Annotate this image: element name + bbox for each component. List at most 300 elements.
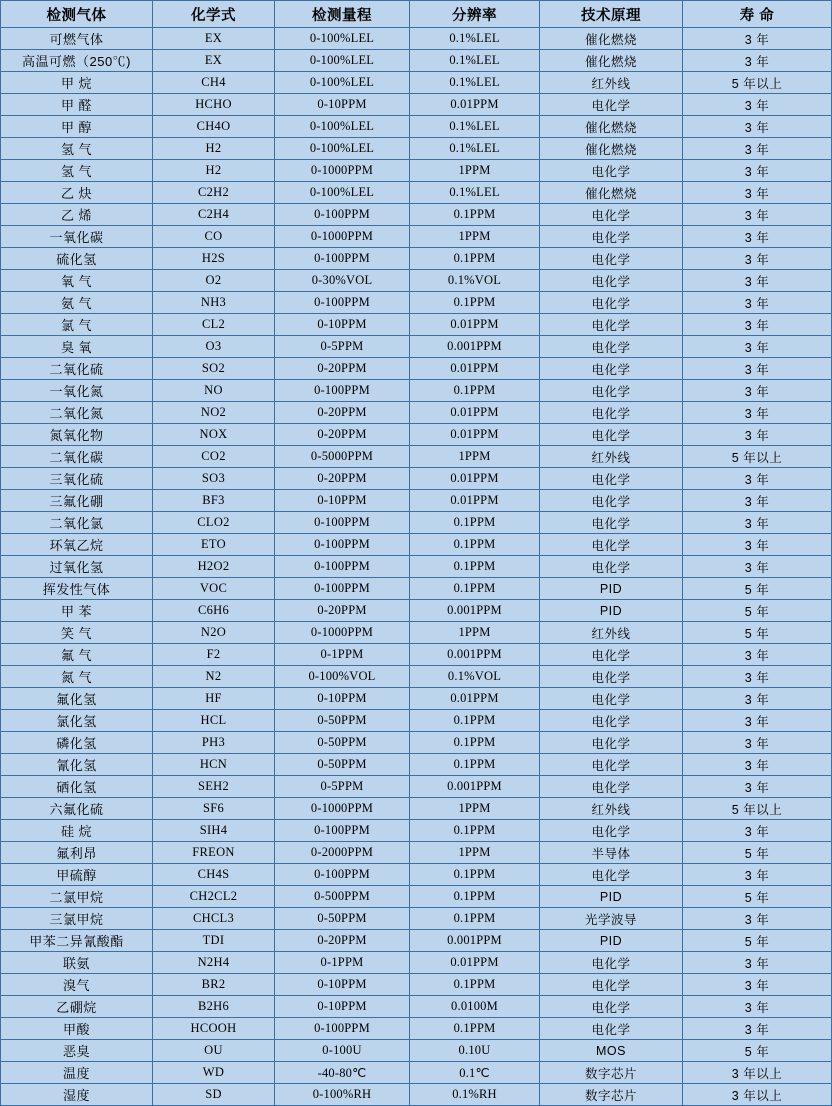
cell-range: 0-1PPM [275,952,410,974]
cell-life: 5 年 [683,842,832,864]
cell-life: 3 年 [683,754,832,776]
cell-principle: 电化学 [540,864,683,886]
cell-gas-name: 氢 气 [1,160,153,182]
cell-principle: 电化学 [540,974,683,996]
table-row [1,974,832,996]
cell-range: 0-30%VOL [275,270,410,292]
cell-formula: H2S [153,248,275,270]
cell-resolution: 0.01PPM [410,952,540,974]
cell-life: 3 年以上 [683,1084,832,1106]
cell-formula: HCN [153,754,275,776]
cell-formula: SD [153,1084,275,1106]
cell-range: 0-100PPM [275,204,410,226]
cell-resolution: 0.1PPM [410,754,540,776]
cell-gas-name: 联氨 [1,952,153,974]
cell-principle: PID [540,578,683,600]
table-header-row [1,1,832,28]
cell-formula: C6H6 [153,600,275,622]
table-row [1,336,832,358]
cell-formula: ETO [153,534,275,556]
cell-range: -40-80℃ [275,1062,410,1084]
cell-range: 0-2000PPM [275,842,410,864]
cell-formula: SO3 [153,468,275,490]
cell-range: 0-10PPM [275,688,410,710]
cell-life: 3 年 [683,732,832,754]
cell-resolution: 0.1PPM [410,820,540,842]
table-row [1,468,832,490]
cell-formula: SIH4 [153,820,275,842]
cell-life: 3 年 [683,666,832,688]
cell-formula: EX [153,28,275,50]
cell-gas-name: 硒化氢 [1,776,153,798]
cell-life: 3 年 [683,952,832,974]
cell-life: 3 年 [683,226,832,248]
table-row [1,380,832,402]
cell-range: 0-50PPM [275,908,410,930]
cell-principle: 电化学 [540,512,683,534]
cell-principle: 电化学 [540,666,683,688]
table-row [1,446,832,468]
cell-life: 3 年 [683,556,832,578]
cell-resolution: 0.1PPM [410,534,540,556]
cell-life: 3 年 [683,644,832,666]
cell-gas-name: 甲 醇 [1,116,153,138]
cell-formula: HCL [153,710,275,732]
cell-resolution: 0.1%LEL [410,72,540,94]
cell-resolution: 0.1PPM [410,578,540,600]
cell-resolution: 0.1PPM [410,380,540,402]
cell-gas-name: 甲 烷 [1,72,153,94]
cell-formula: SF6 [153,798,275,820]
cell-gas-name: 可燃气体 [1,28,153,50]
table-row [1,248,832,270]
cell-resolution: 0.10U [410,1040,540,1062]
cell-range: 0-100%LEL [275,182,410,204]
cell-principle: 电化学 [540,534,683,556]
cell-gas-name: 氯化氢 [1,710,153,732]
cell-range: 0-1000PPM [275,622,410,644]
cell-range: 0-100PPM [275,820,410,842]
cell-gas-name: 氟利昂 [1,842,153,864]
cell-life: 3 年 [683,292,832,314]
cell-range: 0-1PPM [275,644,410,666]
cell-formula: C2H2 [153,182,275,204]
cell-resolution: 0.1%LEL [410,116,540,138]
cell-formula: BR2 [153,974,275,996]
table-row [1,820,832,842]
cell-gas-name: 乙 炔 [1,182,153,204]
cell-gas-name: 环氧乙烷 [1,534,153,556]
cell-range: 0-1000PPM [275,160,410,182]
cell-life: 3 年 [683,50,832,72]
table-row [1,996,832,1018]
cell-principle: 电化学 [540,226,683,248]
cell-life: 3 年以上 [683,1062,832,1084]
cell-principle: 电化学 [540,380,683,402]
cell-principle: 电化学 [540,996,683,1018]
cell-gas-name: 氧 气 [1,270,153,292]
cell-gas-name: 二氧化硫 [1,358,153,380]
cell-principle: 电化学 [540,248,683,270]
table-row [1,226,832,248]
cell-range: 0-50PPM [275,732,410,754]
cell-gas-name: 溴气 [1,974,153,996]
cell-formula: EX [153,50,275,72]
table-row [1,138,832,160]
cell-life: 3 年 [683,534,832,556]
table-row [1,798,832,820]
table-row [1,666,832,688]
cell-resolution: 0.01PPM [410,424,540,446]
cell-resolution: 0.1PPM [410,974,540,996]
cell-formula: NO2 [153,402,275,424]
cell-resolution: 0.1PPM [410,512,540,534]
cell-formula: H2O2 [153,556,275,578]
cell-resolution: 0.1PPM [410,292,540,314]
table-row [1,622,832,644]
cell-principle: 电化学 [540,1018,683,1040]
cell-gas-name: 甲 醛 [1,94,153,116]
cell-formula: OU [153,1040,275,1062]
column-header-principle: 技术原理 [540,1,683,28]
cell-range: 0-100PPM [275,534,410,556]
cell-gas-name: 甲苯二异氰酸酯 [1,930,153,952]
cell-principle: 催化燃烧 [540,138,683,160]
cell-principle: 红外线 [540,446,683,468]
cell-resolution: 1PPM [410,842,540,864]
cell-principle: 电化学 [540,490,683,512]
table-row [1,402,832,424]
cell-principle: PID [540,886,683,908]
cell-principle: 电化学 [540,468,683,490]
cell-range: 0-100PPM [275,578,410,600]
column-header-range: 检测量程 [275,1,410,28]
cell-resolution: 0.001PPM [410,336,540,358]
cell-range: 0-20PPM [275,402,410,424]
cell-resolution: 0.1%VOL [410,666,540,688]
cell-life: 3 年 [683,138,832,160]
table-row [1,358,832,380]
cell-principle: 电化学 [540,204,683,226]
table-row [1,72,832,94]
cell-life: 3 年 [683,1018,832,1040]
cell-life: 3 年 [683,776,832,798]
cell-range: 0-100%LEL [275,50,410,72]
cell-range: 0-100U [275,1040,410,1062]
cell-principle: 电化学 [540,952,683,974]
cell-gas-name: 氟化氢 [1,688,153,710]
cell-range: 0-10PPM [275,314,410,336]
cell-range: 0-50PPM [275,754,410,776]
cell-formula: CH4S [153,864,275,886]
cell-principle: 催化燃烧 [540,28,683,50]
cell-resolution: 0.1PPM [410,1018,540,1040]
column-header-life: 寿 命 [683,1,832,28]
table-row [1,688,832,710]
table-row [1,116,832,138]
cell-life: 3 年 [683,864,832,886]
cell-principle: 电化学 [540,358,683,380]
cell-formula: B2H6 [153,996,275,1018]
table-row [1,1084,832,1106]
cell-life: 5 年 [683,600,832,622]
cell-resolution: 0.0100M [410,996,540,1018]
cell-principle: 电化学 [540,644,683,666]
cell-gas-name: 恶臭 [1,1040,153,1062]
cell-principle: 光学波导 [540,908,683,930]
cell-gas-name: 二氧化氯 [1,512,153,534]
cell-principle: 电化学 [540,292,683,314]
cell-life: 3 年 [683,468,832,490]
cell-range: 0-100PPM [275,380,410,402]
cell-formula: FREON [153,842,275,864]
cell-principle: 电化学 [540,160,683,182]
cell-range: 0-1000PPM [275,226,410,248]
cell-gas-name: 氰化氢 [1,754,153,776]
cell-principle: 电化学 [540,314,683,336]
cell-principle: 电化学 [540,732,683,754]
cell-formula: HCOOH [153,1018,275,1040]
cell-life: 3 年 [683,512,832,534]
table-header [1,1,832,28]
cell-resolution: 0.1%LEL [410,138,540,160]
cell-gas-name: 乙 烯 [1,204,153,226]
table-row [1,864,832,886]
table-row [1,512,832,534]
cell-formula: C2H4 [153,204,275,226]
cell-resolution: 0.1%LEL [410,50,540,72]
cell-gas-name: 三氯甲烷 [1,908,153,930]
cell-life: 3 年 [683,380,832,402]
cell-formula: BF3 [153,490,275,512]
cell-gas-name: 温度 [1,1062,153,1084]
cell-resolution: 1PPM [410,622,540,644]
cell-principle: 催化燃烧 [540,50,683,72]
cell-resolution: 0.01PPM [410,688,540,710]
cell-gas-name: 一氧化氮 [1,380,153,402]
cell-resolution: 0.1PPM [410,710,540,732]
cell-gas-name: 三氟化硼 [1,490,153,512]
cell-formula: NH3 [153,292,275,314]
cell-gas-name: 二氧化碳 [1,446,153,468]
cell-resolution: 0.1PPM [410,908,540,930]
cell-formula: CLO2 [153,512,275,534]
cell-life: 3 年 [683,688,832,710]
cell-gas-name: 硅 烷 [1,820,153,842]
cell-resolution: 0.1PPM [410,556,540,578]
cell-life: 3 年 [683,820,832,842]
table-row [1,94,832,116]
cell-life: 5 年 [683,930,832,952]
cell-life: 3 年 [683,974,832,996]
table-row [1,50,832,72]
cell-formula: N2O [153,622,275,644]
cell-formula: WD [153,1062,275,1084]
table-row [1,710,832,732]
cell-gas-name: 氟 气 [1,644,153,666]
cell-principle: 电化学 [540,710,683,732]
cell-formula: NOX [153,424,275,446]
cell-resolution: 0.1%VOL [410,270,540,292]
cell-formula: HF [153,688,275,710]
cell-resolution: 0.1PPM [410,886,540,908]
cell-gas-name: 氯 气 [1,314,153,336]
column-header-formula: 化学式 [153,1,275,28]
cell-gas-name: 一氧化碳 [1,226,153,248]
cell-range: 0-100PPM [275,292,410,314]
cell-life: 5 年 [683,578,832,600]
cell-formula: PH3 [153,732,275,754]
cell-principle: 电化学 [540,94,683,116]
table-row [1,1062,832,1084]
table-row [1,930,832,952]
cell-resolution: 0.01PPM [410,314,540,336]
cell-range: 0-20PPM [275,468,410,490]
table-row [1,490,832,512]
cell-range: 0-100%VOL [275,666,410,688]
cell-formula: NO [153,380,275,402]
cell-life: 3 年 [683,182,832,204]
cell-range: 0-100%RH [275,1084,410,1106]
cell-life: 5 年 [683,622,832,644]
table-body [1,28,832,1106]
cell-principle: 电化学 [540,776,683,798]
cell-resolution: 0.1%LEL [410,182,540,204]
cell-formula: F2 [153,644,275,666]
cell-resolution: 0.01PPM [410,94,540,116]
cell-principle: PID [540,930,683,952]
cell-principle: PID [540,600,683,622]
cell-life: 3 年 [683,336,832,358]
cell-formula: HCHO [153,94,275,116]
table-row [1,754,832,776]
table-row [1,424,832,446]
cell-formula: CHCL3 [153,908,275,930]
cell-life: 3 年 [683,424,832,446]
cell-resolution: 0.01PPM [410,468,540,490]
cell-gas-name: 六氟化硫 [1,798,153,820]
cell-life: 3 年 [683,908,832,930]
table-row [1,270,832,292]
cell-range: 0-20PPM [275,600,410,622]
cell-principle: 催化燃烧 [540,182,683,204]
cell-principle: 电化学 [540,556,683,578]
table-row [1,578,832,600]
cell-range: 0-20PPM [275,930,410,952]
cell-range: 0-20PPM [275,358,410,380]
cell-gas-name: 甲 苯 [1,600,153,622]
cell-range: 0-50PPM [275,710,410,732]
cell-gas-name: 磷化氢 [1,732,153,754]
cell-gas-name: 湿度 [1,1084,153,1106]
cell-range: 0-500PPM [275,886,410,908]
cell-life: 3 年 [683,710,832,732]
cell-principle: 数字芯片 [540,1062,683,1084]
cell-resolution: 0.01PPM [410,358,540,380]
cell-formula: N2 [153,666,275,688]
cell-range: 0-100%LEL [275,116,410,138]
table-row [1,204,832,226]
cell-life: 3 年 [683,996,832,1018]
cell-resolution: 1PPM [410,798,540,820]
cell-formula: H2 [153,160,275,182]
cell-range: 0-100%LEL [275,72,410,94]
cell-life: 3 年 [683,204,832,226]
cell-resolution: 1PPM [410,226,540,248]
cell-range: 0-5PPM [275,336,410,358]
cell-principle: 半导体 [540,842,683,864]
table-row [1,952,832,974]
cell-life: 5 年 [683,1040,832,1062]
table-row [1,1040,832,1062]
cell-gas-name: 高温可燃（250℃) [1,50,153,72]
table-row [1,556,832,578]
cell-range: 0-20PPM [275,424,410,446]
table-row [1,776,832,798]
cell-range: 0-100PPM [275,556,410,578]
cell-resolution: 0.1℃ [410,1062,540,1084]
cell-gas-name: 氨 气 [1,292,153,314]
cell-resolution: 0.1%LEL [410,28,540,50]
table-row [1,600,832,622]
cell-formula: N2H4 [153,952,275,974]
table-row [1,1018,832,1040]
cell-range: 0-1000PPM [275,798,410,820]
cell-range: 0-100%LEL [275,138,410,160]
table-row [1,182,832,204]
cell-gas-name: 笑 气 [1,622,153,644]
cell-gas-name: 挥发性气体 [1,578,153,600]
table-row [1,644,832,666]
cell-gas-name: 过氧化氢 [1,556,153,578]
cell-range: 0-100PPM [275,1018,410,1040]
cell-range: 0-10PPM [275,996,410,1018]
cell-resolution: 0.001PPM [410,776,540,798]
cell-life: 5 年以上 [683,446,832,468]
cell-life: 5 年以上 [683,72,832,94]
cell-formula: TDI [153,930,275,952]
cell-life: 5 年 [683,886,832,908]
table-row [1,842,832,864]
cell-gas-name: 乙硼烷 [1,996,153,1018]
cell-life: 3 年 [683,248,832,270]
cell-range: 0-100PPM [275,864,410,886]
cell-principle: 电化学 [540,820,683,842]
cell-gas-name: 二氧化氮 [1,402,153,424]
cell-formula: SO2 [153,358,275,380]
cell-principle: 电化学 [540,402,683,424]
cell-gas-name: 三氧化硫 [1,468,153,490]
cell-formula: CH4 [153,72,275,94]
cell-gas-name: 氮氧化物 [1,424,153,446]
cell-resolution: 0.1PPM [410,732,540,754]
cell-gas-name: 氮 气 [1,666,153,688]
table-row [1,732,832,754]
cell-resolution: 0.001PPM [410,930,540,952]
table-row [1,314,832,336]
cell-range: 0-5PPM [275,776,410,798]
cell-principle: 数字芯片 [540,1084,683,1106]
cell-resolution: 0.1PPM [410,864,540,886]
cell-range: 0-10PPM [275,974,410,996]
cell-range: 0-100PPM [275,512,410,534]
cell-principle: 红外线 [540,798,683,820]
table-row [1,534,832,556]
column-header-resolution: 分辨率 [410,1,540,28]
cell-life: 3 年 [683,28,832,50]
cell-life: 5 年以上 [683,798,832,820]
cell-principle: 电化学 [540,270,683,292]
